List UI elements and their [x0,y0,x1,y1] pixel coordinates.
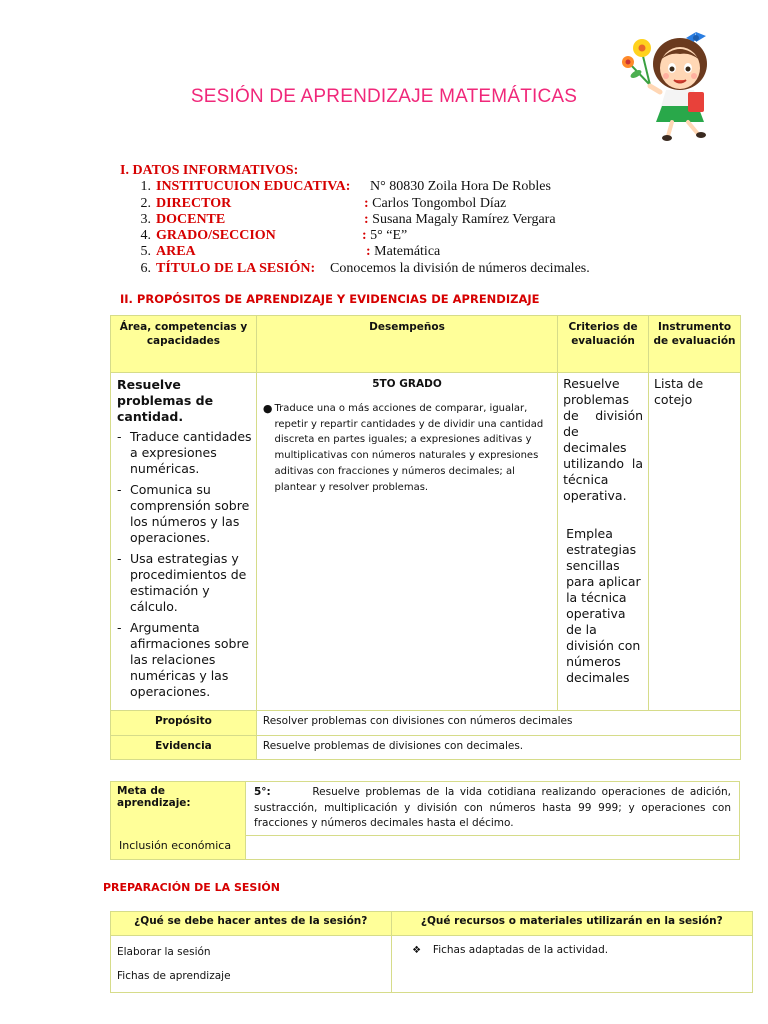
girl-with-flowers-illustration [620,30,730,142]
section-heading-preparacion: PREPARACIÓN DE LA SESIÓN [103,881,280,894]
datos-row: 6. TÍTULO DE LA SESIÓN: Conocemos la división de números decimales. [140,260,590,276]
meta-text: Resuelve problemas de la vida cotidiana realizando operaciones de adición, sustracción, multiplicación y división con números hasta 99 999; y operaciones con fracciones y números decimales hasta el décimo. [254,786,731,829]
datos-row: 3. DOCENTE : Susana Magaly Ramírez Vergara [140,211,556,227]
antes-cell [111,936,392,993]
header-area: Área, competencias y capacidades [111,316,257,373]
criterio-item: Emplea estrategias sencillas para aplicar la técnica operativa de la división con números decimales [566,526,641,685]
desempenos-cell [256,373,557,711]
datos-row: 4. GRADO/SECCION : 5° “E” [140,228,408,244]
datos-informativos [120,163,680,277]
capacidad-item: - Argumenta afirmaciones sobre las relaciones numéricas y las operaciones. [117,620,252,700]
proposito-label: Propósito [111,711,257,736]
criterios-cell [558,373,649,711]
capacidad-item: - Comunica su comprensión sobre los números y las operaciones. [117,482,252,546]
propositos-table [110,315,741,760]
recurso-item: Fichas adaptadas de la actividad. [432,944,609,956]
datos-heading: I. DATOS INFORMATIVOS: [120,163,299,178]
bullet-icon: ● [262,401,273,415]
diamond-bullet-icon: ❖ [412,945,422,956]
meta-text-cell [246,782,740,836]
antes-item: Elaborar la sesión [117,946,211,958]
meta-grado: 5°: [254,786,271,798]
header-recursos: ¿Qué recursos o materiales utilizarán en la sesión? [391,912,752,936]
header-instrumento: Instrumento de evaluación [649,316,741,373]
header-criterios: Criterios de evaluación [558,316,649,373]
competencias-cell [111,373,257,711]
meta-label: Meta de aprendizaje: [117,785,191,809]
page-title: SESIÓN DE APRENDIZAJE MATEMÁTICAS [190,86,578,107]
meta-table [110,781,740,860]
inclusion-label: Inclusión económica [119,839,232,852]
criterio-item: Resuelve problemas de división de decimales utilizando la técnica operativa. [563,376,644,503]
meta-label-cell [111,782,246,860]
evidencia-text: Resuelve problemas de divisiones con decimales. [256,736,740,760]
header-antes: ¿Qué se debe hacer antes de la sesión? [111,912,392,936]
capacidad-item: - Traduce cantidades a expresiones numéricas. [117,429,252,477]
antes-item: Fichas de aprendizaje [117,970,231,982]
instrumento-cell: Lista de cotejo [649,373,741,711]
header-desempenos: Desempeños [256,316,557,373]
datos-row: 1. INSTITUCUION EDUCATIVA: N° 80830 Zoila Hora De Robles [140,179,551,195]
datos-row: 5. AREA : Matemática [140,244,441,260]
meta-empty-cell [246,836,740,860]
proposito-text: Resolver problemas con divisiones con números decimales [256,711,740,736]
desempeno-text: Traduce una o más acciones de comparar, igualar, repetir y repartir cantidades y de dividir una cantidad discreta en partes iguales; a expresiones aditivas y multiplicativas con números naturales y expresiones aditivas con fracciones y números decimales; al plantear y resolver problemas. [274,402,544,493]
preparacion-table [110,911,753,993]
datos-row: 2. DIRECTOR : Carlos Tongombol Díaz [140,195,507,211]
capacidad-item: - Usa estrategias y procedimientos de estimación y cálculo. [117,551,252,615]
grado-label: 5TO GRADO [372,378,442,390]
evidencia-label: Evidencia [111,736,257,760]
competencia: Resuelve problemas de cantidad. [117,377,214,424]
section-heading-propositos: II. PROPÓSITOS DE APRENDIZAJE Y EVIDENCIAS DE APRENDIZAJE [120,292,540,306]
recursos-cell [391,936,752,993]
